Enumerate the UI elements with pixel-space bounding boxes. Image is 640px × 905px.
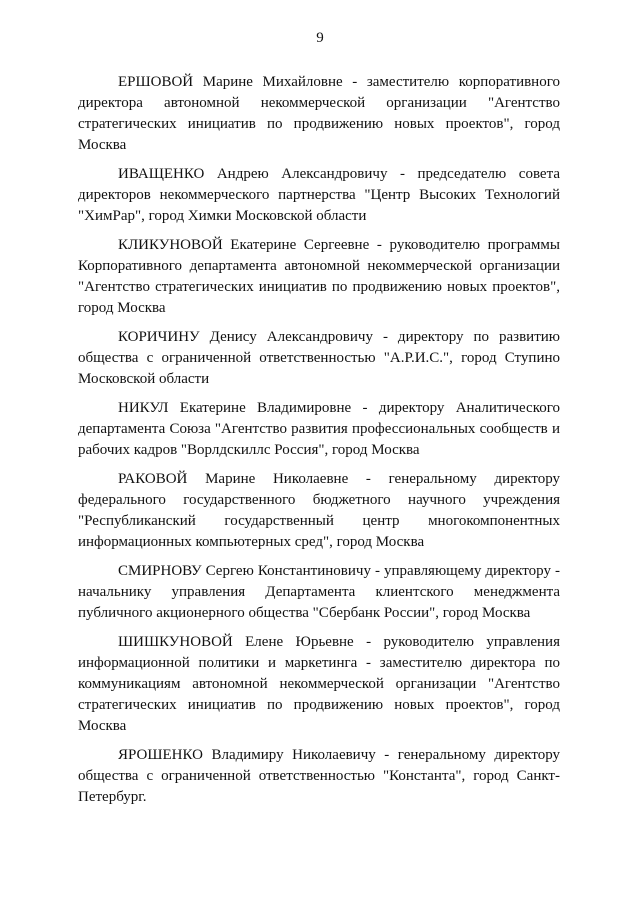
list-item-nikul: НИКУЛ Екатерине Владимировне - директору Аналитического департамента Союза "Агентство развития профессиональных сообществ и рабочих кадров "Ворлдскиллс Россия", город Москва: [78, 400, 560, 458]
list-item-shishkunova: ШИШКУНОВОЙ Елене Юрьевне - руководителю управления информационной политики и маркетинга - заместителю директора по коммуникациям автономной некоммерческой организации "Агентство стратегических инициатив по продвижению новых проектов", город Москва: [78, 634, 560, 734]
page-number: 9: [316, 30, 324, 46]
award-list: [78, 72, 560, 816]
list-item-ivashchenko: ИВАЩЕНКО Андрею Александровичу - председателю совета директоров некоммерческого партнерства "Центр Высоких Технологий "ХимРар", город Химки Московской области: [78, 166, 560, 224]
list-item-klikunova: КЛИКУНОВОЙ Екатерине Сергеевне - руководителю программы Корпоративного департамента автономной некоммерческой организации "Агентство стратегических инициатив по продвижению новых проектов", город Москва: [78, 237, 560, 316]
list-item-smirnov: СМИРНОВУ Сергею Константиновичу - управляющему директору - начальнику управления Департамента клиентского менеджмента публичного акционерного общества "Сбербанк России", город Москва: [78, 563, 560, 621]
list-item-korichin: КОРИЧИНУ Денису Александровичу - директору по развитию общества с ограниченной ответственностью "А.Р.И.С.", город Ступино Московской области: [78, 329, 560, 387]
list-item-yaroshenko: ЯРОШЕНКО Владимиру Николаевичу - генеральному директору общества с ограниченной ответственностью "Константа", город Санкт-Петербург.: [78, 747, 560, 805]
list-item-yershova: ЕРШОВОЙ Марине Михайловне - заместителю корпоративного директора автономной некоммерческой организации "Агентство стратегических инициатив по продвижению новых проектов", город Москва: [78, 74, 560, 153]
list-item-rakova: РАКОВОЙ Марине Николаевне - генеральному директору федерального государственного бюджетного научного учреждения "Республиканский государственный центр многокомпонентных информационных компьютерных сред", город Москва: [78, 471, 560, 550]
